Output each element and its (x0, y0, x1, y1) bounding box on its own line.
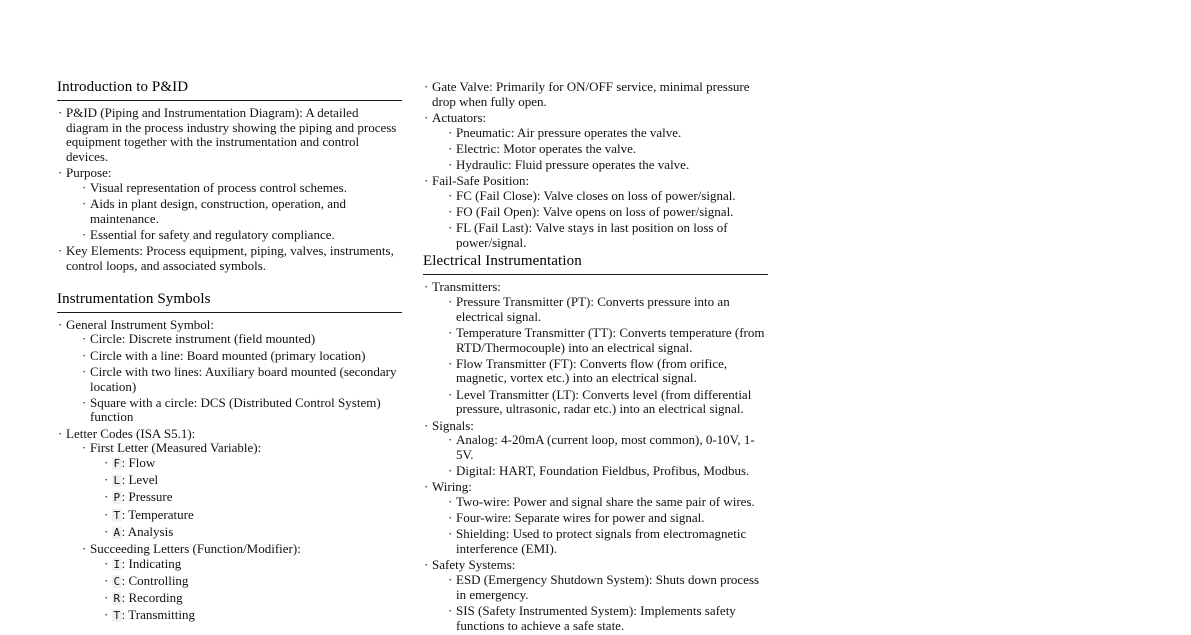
bullet-list-level-2 (432, 295, 768, 417)
list-item (448, 142, 768, 157)
list-item (448, 326, 768, 355)
bullet-icon: · (448, 386, 453, 402)
list-item-text: FL (Fail Last): Valve stays in last position on loss of power/signal. (456, 220, 728, 251)
heading-rule (57, 100, 402, 101)
list-item (448, 464, 768, 479)
bullet-icon: · (448, 510, 453, 526)
list-item (424, 111, 768, 173)
list-item (104, 508, 402, 524)
list-item-text (112, 490, 402, 506)
list-item (82, 349, 402, 364)
isa-letter-code: T (113, 508, 121, 522)
list-item-text: Electric: Motor operates the valve. (456, 140, 637, 156)
bullet-icon: · (424, 109, 429, 125)
left-column (57, 78, 402, 626)
list-item-text: SIS (Safety Instrumented System): Implements safety functions to achieve a safe state. (456, 603, 736, 633)
bullet-icon: · (58, 425, 63, 441)
bullet-icon: · (424, 173, 429, 189)
list-item (448, 189, 768, 204)
list-item-text: Wiring: (432, 479, 472, 495)
isa-letter-code: R (113, 592, 121, 606)
bullet-icon: · (424, 79, 429, 94)
list-item (104, 557, 402, 573)
list-item (448, 158, 768, 173)
list-item (82, 441, 402, 540)
list-item-text (112, 557, 402, 573)
list-item-text: Circle with two lines: Auxiliary board mounted (secondary location) (90, 363, 397, 394)
list-item-label: : Controlling (121, 572, 189, 588)
bullet-icon: · (424, 417, 429, 433)
list-item (82, 542, 402, 624)
bullet-icon: · (58, 105, 63, 120)
heading-rule (423, 274, 768, 275)
bullet-icon: · (82, 541, 87, 557)
bullet-list-level-2 (432, 433, 768, 479)
list-item-label: : Transmitting (121, 607, 195, 623)
bullet-list-level-2 (66, 441, 402, 624)
list-item-text: Analog: 4-20mA (current loop, most common), 0-10V, 1-5V. (456, 432, 755, 462)
list-item (448, 205, 768, 220)
list-item-text: Circle: Discrete instrument (field mounted) (90, 331, 316, 347)
bullet-icon: · (104, 555, 109, 571)
list-item (58, 106, 402, 165)
list-item-text (112, 508, 402, 524)
list-item (424, 80, 768, 109)
bullet-icon: · (58, 243, 63, 259)
list-item-text: Square with a circle: DCS (Distributed Control System) function (90, 394, 381, 425)
bullet-icon: · (104, 523, 109, 539)
bullet-list-level-2 (66, 181, 402, 243)
list-item (424, 280, 768, 417)
list-item (104, 473, 402, 489)
list-item-text: Four-wire: Separate wires for power and signal. (456, 510, 705, 526)
bullet-icon: · (82, 180, 87, 196)
list-item (448, 573, 768, 602)
list-item (82, 197, 402, 226)
list-item-text: Safety Systems: (432, 557, 516, 573)
bullet-list-level-3 (90, 456, 402, 541)
list-item (448, 495, 768, 510)
list-item-text: Purpose: (66, 165, 112, 181)
isa-letter-code: T (113, 609, 121, 623)
bullet-icon: · (82, 227, 87, 243)
list-item-text: Pneumatic: Air pressure operates the valve. (456, 124, 682, 140)
list-item-label: : Indicating (121, 555, 182, 571)
list-item-label: : Pressure (121, 489, 173, 505)
bullet-icon: · (58, 316, 63, 332)
list-item-label: : Flow (121, 455, 156, 471)
continued-bullet-list (423, 80, 768, 251)
bullet-list-level-1 (57, 318, 402, 624)
bullet-icon: · (448, 572, 453, 588)
bullet-icon: · (448, 157, 453, 173)
bullet-icon: · (448, 293, 453, 309)
bullet-icon: · (82, 440, 87, 456)
list-item (424, 558, 768, 633)
bullet-icon: · (448, 355, 453, 371)
list-item-text: Digital: HART, Foundation Fieldbus, Profibus, Modbus. (456, 463, 750, 479)
list-item (448, 126, 768, 141)
list-item-text: Hydraulic: Fluid pressure operates the valve. (456, 157, 690, 173)
list-item (104, 456, 402, 472)
list-item (104, 574, 402, 590)
list-item (58, 427, 402, 624)
bullet-list-level-3 (90, 557, 402, 624)
isa-letter-code: C (113, 574, 121, 588)
right-column-sections (423, 252, 768, 633)
bullet-icon: · (104, 607, 109, 623)
bullet-list-level-1 (57, 106, 402, 274)
list-item-text: Gate Valve: Primarily for ON/OFF service, minimal pressure drop when fully open. (432, 79, 750, 109)
bullet-icon: · (424, 479, 429, 495)
section-heading: Instrumentation Symbols (57, 290, 211, 307)
list-item (424, 174, 768, 251)
list-item-text: Signals: (432, 417, 474, 433)
isa-letter-code: I (113, 557, 121, 571)
list-item (448, 527, 768, 556)
list-item (82, 396, 402, 425)
bullet-list-level-2 (66, 332, 402, 425)
list-item (82, 332, 402, 347)
list-item-text (112, 473, 402, 489)
list-item-text (112, 574, 402, 590)
list-item-text: General Instrument Symbol: (66, 316, 215, 332)
list-item (104, 490, 402, 506)
section-heading: Introduction to P&ID (57, 79, 189, 95)
list-item-label: : Recording (121, 590, 183, 606)
bullet-icon: · (448, 140, 453, 156)
heading-rule (57, 312, 402, 313)
bullet-icon: · (448, 124, 453, 140)
bullet-icon: · (448, 463, 453, 479)
bullet-icon: · (424, 279, 429, 295)
bullet-list-level-2 (432, 126, 768, 173)
bullet-icon: · (448, 526, 453, 542)
bullet-icon: · (448, 220, 453, 236)
document-section (423, 252, 768, 633)
bullet-list-level-2 (432, 573, 768, 633)
list-item-text (112, 608, 402, 624)
list-item-text: Temperature Transmitter (TT): Converts temperature (from RTD/Thermocouple) into an electrical signal. (456, 324, 765, 355)
bullet-icon: · (104, 472, 109, 488)
bullet-icon: · (104, 590, 109, 606)
list-item (448, 604, 768, 633)
isa-letter-code: P (113, 491, 121, 505)
list-item-text: Circle with a line: Board mounted (primary location) (90, 347, 366, 363)
document-section (57, 78, 402, 274)
list-item (448, 388, 768, 417)
document-section (57, 290, 402, 624)
list-item (424, 419, 768, 479)
bullet-icon: · (58, 165, 63, 181)
list-item-text: ESD (Emergency Shutdown System): Shuts down process in emergency. (456, 572, 760, 602)
list-item (448, 295, 768, 324)
bullet-icon: · (448, 204, 453, 220)
list-item-text (112, 591, 402, 607)
list-item-text: Letter Codes (ISA S5.1): (66, 425, 196, 441)
list-item-text: P&ID (Piping and Instrumentation Diagram): A detailed diagram in the process industry showing the piping and process equipment together with the instrumentation and control devices. (66, 105, 397, 165)
right-column (423, 78, 768, 635)
bullet-icon: · (82, 331, 87, 347)
list-item-label: : Temperature (121, 506, 194, 522)
list-item-text: First Letter (Measured Variable): (90, 440, 262, 456)
list-item (104, 525, 402, 541)
bullet-icon: · (448, 494, 453, 510)
list-item (82, 228, 402, 243)
isa-letter-code: F (113, 457, 121, 471)
list-item-text (112, 525, 402, 541)
list-item-text: Key Elements: Process equipment, piping, valves, instruments, control loops, and associated symbols. (66, 243, 394, 274)
bullet-icon: · (82, 196, 87, 212)
bullet-icon: · (448, 187, 453, 203)
bullet-list-level-2 (432, 189, 768, 251)
list-item (58, 244, 402, 273)
bullet-icon: · (104, 506, 109, 522)
bullet-icon: · (82, 363, 87, 379)
bullet-icon: · (82, 394, 87, 410)
list-item-text: Two-wire: Power and signal share the same pair of wires. (456, 494, 755, 510)
list-item-text (112, 456, 402, 472)
list-item (448, 357, 768, 386)
bullet-list-level-2 (432, 495, 768, 557)
bullet-icon: · (82, 347, 87, 363)
isa-letter-code: L (113, 474, 121, 488)
list-item-text: Succeeding Letters (Function/Modifier): (90, 541, 301, 557)
list-item-text: Essential for safety and regulatory compliance. (90, 227, 335, 243)
list-item-text: Aids in plant design, construction, operation, and maintenance. (90, 196, 346, 226)
list-item (82, 181, 402, 196)
list-item-text: Actuators: (432, 109, 487, 125)
list-item (448, 433, 768, 462)
bullet-icon: · (104, 455, 109, 471)
list-item (448, 221, 768, 250)
list-item (82, 365, 402, 394)
list-item-text: Visual representation of process control schemes. (90, 180, 347, 196)
bullet-icon: · (104, 489, 109, 505)
list-item-text: Pressure Transmitter (PT): Converts pressure into an electrical signal. (456, 293, 730, 324)
list-item-label: : Level (121, 472, 159, 488)
list-item-text: Fail-Safe Position: (432, 173, 530, 189)
section-heading: Electrical Instrumentation (423, 253, 582, 270)
list-item-text: Shielding: Used to protect signals from electromagnetic interference (EMI). (456, 526, 747, 557)
isa-letter-code: A (113, 525, 121, 539)
list-item-text: FO (Fail Open): Valve opens on loss of power/signal. (456, 204, 734, 220)
list-item-text: Transmitters: (432, 279, 501, 295)
left-column-sections (57, 78, 402, 624)
bullet-icon: · (424, 557, 429, 573)
list-item-text: FC (Fail Close): Valve closes on loss of power/signal. (456, 187, 736, 203)
list-item-label: : Analysis (121, 523, 174, 539)
list-item (104, 591, 402, 607)
bullet-list-level-1 (423, 280, 768, 633)
list-item-text: Level Transmitter (LT): Converts level (from differential pressure, ultrasonic, radar etc.) into an electrical signal. (456, 386, 752, 417)
list-item-text: Flow Transmitter (FT): Converts flow (from orifice, magnetic, vortex etc.) into an electrical signal. (456, 355, 728, 386)
bullet-icon: · (448, 324, 453, 340)
list-item (104, 608, 402, 624)
list-item (448, 511, 768, 526)
bullet-icon: · (448, 603, 453, 618)
list-item (58, 318, 402, 425)
bullet-icon: · (104, 572, 109, 588)
list-item (58, 166, 402, 243)
bullet-list-level-1 (423, 80, 768, 251)
list-item (424, 480, 768, 557)
bullet-icon: · (448, 432, 453, 448)
